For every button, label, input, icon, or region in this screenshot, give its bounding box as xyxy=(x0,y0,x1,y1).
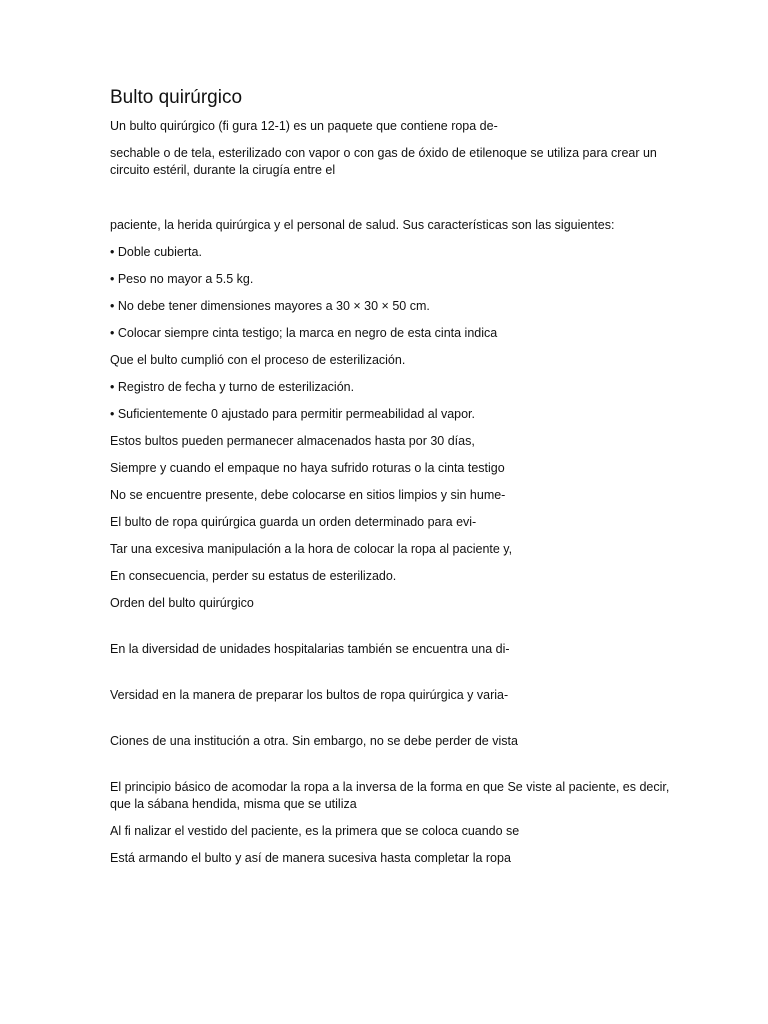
bullet-weight: • Peso no mayor a 5.5 kg. xyxy=(110,272,254,286)
document-page xyxy=(110,86,670,877)
paragraph-3: paciente, la herida quirúrgica y el personal de salud. Sus características son las siguientes: xyxy=(110,218,615,232)
paragraph-storage: Estos bultos pueden permanecer almacenados hasta por 30 días, xyxy=(110,434,475,448)
paragraph-storage-3: No se encuentre presente, debe colocarse en sitios limpios y sin hume- xyxy=(110,488,506,502)
bullet-indicator-tape: • Colocar siempre cinta testigo; la marca en negro de esta cinta indica xyxy=(110,326,498,340)
paragraph-principle: El principio básico de acomodar la ropa a la inversa de la forma en que Se viste al paciente, es decir, que la sábana hendida, misma que se utiliza xyxy=(110,780,670,811)
paragraph-principle-2: Al fi nalizar el vestido del paciente, es la primera que se coloca cuando se xyxy=(110,824,520,838)
page-title: Bulto quirúrgico xyxy=(110,87,243,108)
bullet-date-record: • Registro de fecha y turno de esterilización. xyxy=(110,380,355,394)
paragraph-diversity-3: Ciones de una institución a otra. Sin embargo, no se debe perder de vista xyxy=(110,734,518,748)
bullet-permeability: • Suficientemente 0 ajustado para permitir permeabilidad al vapor. xyxy=(110,407,475,421)
bullet-double-cover: • Doble cubierta. xyxy=(110,245,202,259)
paragraph-diversity-2: Versidad en la manera de preparar los bultos de ropa quirúrgica y varia- xyxy=(110,688,509,702)
paragraph-1: Un bulto quirúrgico (fi gura 12-1) es un paquete que contiene ropa de- xyxy=(110,119,498,133)
section-heading-order: Orden del bulto quirúrgico xyxy=(110,596,254,610)
paragraph-sterilization: Que el bulto cumplió con el proceso de esterilización. xyxy=(110,353,406,367)
paragraph-storage-2: Siempre y cuando el empaque no haya sufrido roturas o la cinta testigo xyxy=(110,461,505,475)
bullet-dimensions: • No debe tener dimensiones mayores a 30 × 30 × 50 cm. xyxy=(110,299,430,313)
paragraph-principle-3: Está armando el bulto y así de manera sucesiva hasta completar la ropa xyxy=(110,851,511,865)
paragraph-diversity: En la diversidad de unidades hospitalarias también se encuentra una di- xyxy=(110,642,510,656)
paragraph-2: sechable o de tela, esterilizado con vapor o con gas de óxido de etilenoque se utiliza para crear un circuito estéril, durante la cirugía entre el xyxy=(110,146,657,177)
paragraph-order-2: Tar una excesiva manipulación a la hora de colocar la ropa al paciente y, xyxy=(110,542,513,556)
paragraph-order-3: En consecuencia, perder su estatus de esterilizado. xyxy=(110,569,397,583)
paragraph-order: El bulto de ropa quirúrgica guarda un orden determinado para evi- xyxy=(110,515,477,529)
